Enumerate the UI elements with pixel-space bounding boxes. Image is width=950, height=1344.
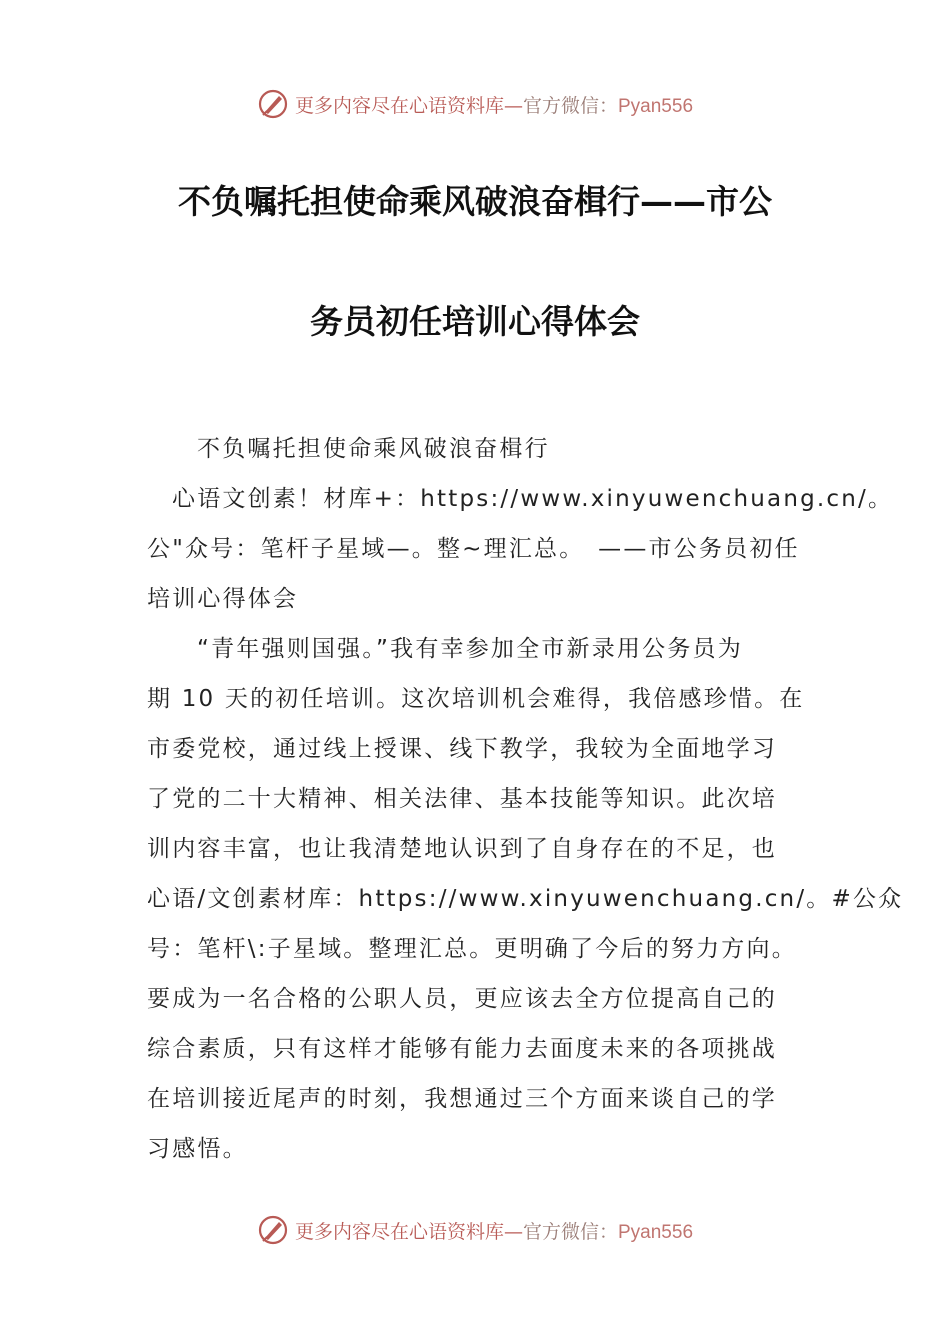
footer-watermark-banner <box>0 1210 950 1250</box>
header-watermark-banner <box>0 84 950 124</box>
quill-pen-circle-icon <box>257 1214 289 1246</box>
body-line: 综合素质，只有这样才能够有能力去面度未来的各项挑战 <box>147 1036 777 1062</box>
paragraph-start-line: “青年强则国强。”我有幸参加全市新录用公务员为 <box>197 636 743 662</box>
body-line: 培训心得体会 <box>147 586 299 612</box>
body-line: 心语文创素！材库+：https://www.xinyuwenchuang.cn/。 <box>172 486 894 512</box>
quill-pen-circle-icon <box>257 88 289 120</box>
body-line: 习感悟。 <box>147 1136 248 1162</box>
document-title-line-1: 不负嘱托担使命乘风破浪奋楫行——市公 <box>178 182 772 221</box>
body-line: 在培训接近尾声的时刻，我想通过三个方面来谈自己的学 <box>147 1086 777 1112</box>
body-line: 号：笔杆\:子星域。整理汇总。更明确了今后的努力方向。 <box>147 936 797 962</box>
body-line: 训内容丰富，也让我清楚地认识到了自身存在的不足，也 <box>147 836 777 862</box>
body-line: 要成为一名合格的公职人员，更应该去全方位提高自己的 <box>147 986 777 1012</box>
document-title-line-2: 务员初任培训心得体会 <box>310 302 640 341</box>
watermark-text: 更多内容尽在心语资料库—官方微信：Pyan556 <box>294 94 694 117</box>
watermark-text: 更多内容尽在心语资料库—官方微信：Pyan556 <box>294 1220 694 1243</box>
body-line: 期 10 天的初任培训。这次培训机会难得，我倍感珍惜。在 <box>147 686 805 712</box>
body-line: 公"众号：笔杆子星域—。整~理汇总。 ——市公务员初任 <box>147 536 800 562</box>
body-line: 市委党校，通过线上授课、线下教学，我较为全面地学习 <box>147 736 777 762</box>
body-line: 心语/文创素材库：https://www.xinyuwenchuang.cn/。#公众 <box>147 886 904 912</box>
body-line: 了党的二十大精神、相关法律、基本技能等知识。此次培 <box>147 786 777 812</box>
subtitle-line: 不负嘱托担使命乘风破浪奋楫行 <box>197 436 550 462</box>
